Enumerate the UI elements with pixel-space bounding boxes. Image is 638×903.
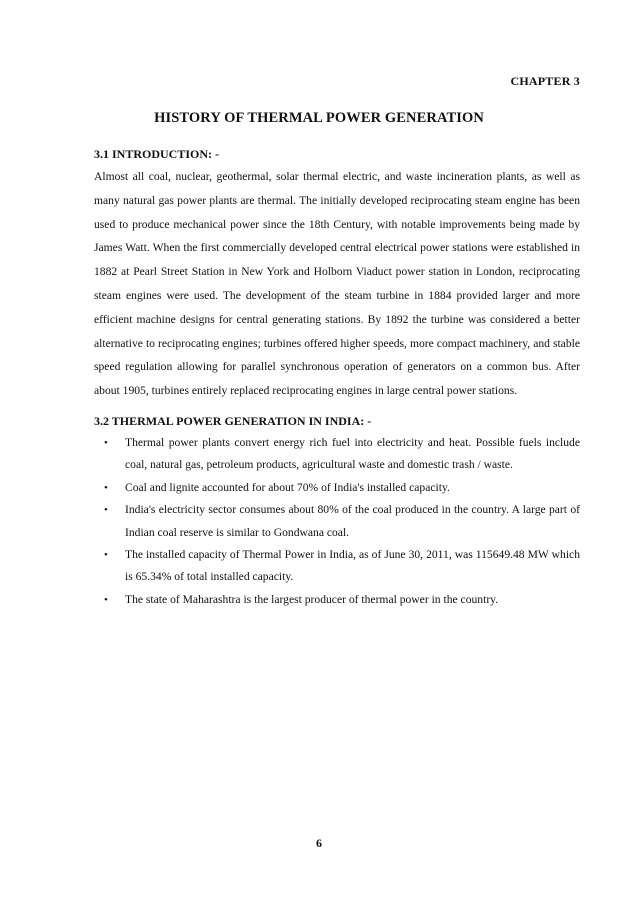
bullet-icon: • [104,549,108,561]
list-item-text: India's electricity sector consumes about 80% of the coal produced in the country. A large part of Indian coal reserve is similar to Gondwana coal. [125,503,580,539]
list-item-text: The state of Maharashtra is the largest producer of thermal power in the country. [125,592,499,606]
section-introduction [94,146,580,403]
bullet-icon: • [104,593,108,606]
list-item-text: Coal and lignite accounted for about 70% of India's installed capacity. [125,480,450,494]
section-thermal-india [94,413,580,611]
list-item [94,499,580,544]
chapter-title: HISTORY OF THERMAL POWER GENERATION [154,110,484,126]
section-heading: 3.2 THERMAL POWER GENERATION IN INDIA: - [94,413,372,428]
bullet-icon: • [104,436,108,449]
list-item [94,477,580,499]
list-item-text: Thermal power plants convert energy rich fuel into electricity and heat. Possible fuels include coal, natural gas, petroleum products, agricultural waste and domestic trash / waste. [125,435,580,472]
list-item [94,544,580,589]
chapter-label: CHAPTER 3 [510,74,580,88]
page-number: 6 [316,836,322,850]
section-heading: 3.1 INTRODUCTION: - [94,147,220,161]
page-content [94,146,580,611]
bullet-icon: • [104,504,108,517]
list-item [94,589,580,611]
introduction-paragraph: Almost all coal, nuclear, geothermal, solar thermal electric, and waste incineration plants, as well as many natural gas power plants are thermal. The initially developed reciprocating steam engine has been used to produce mechanical power since the 18th Century, with notable improvements being made by James Watt. When the first commercially developed central electrical power stations were established in 1882 at Pearl Street Station in New York and Holborn Viaduct power station in London, reciprocating steam engines were used. The development of the steam turbine in 1884 provided larger and more efficient machine designs for central generating stations. By 1892 the turbine was considered a better alternative to reciprocating engines; turbines offered higher speeds, more compact machinery, and stable speed regulation allowing for parallel synchronous operation of generators on a common bus. After about 1905, turbines entirely replaced reciprocating engines in large central power stations. [94,170,580,398]
bullet-list [94,432,580,611]
bullet-icon: • [104,481,108,494]
list-item [94,432,580,477]
list-item-text: The installed capacity of Thermal Power in India, as of June 30, 2011, was 115649.48 MW which is 65.34% of total installed capacity. [125,548,580,584]
